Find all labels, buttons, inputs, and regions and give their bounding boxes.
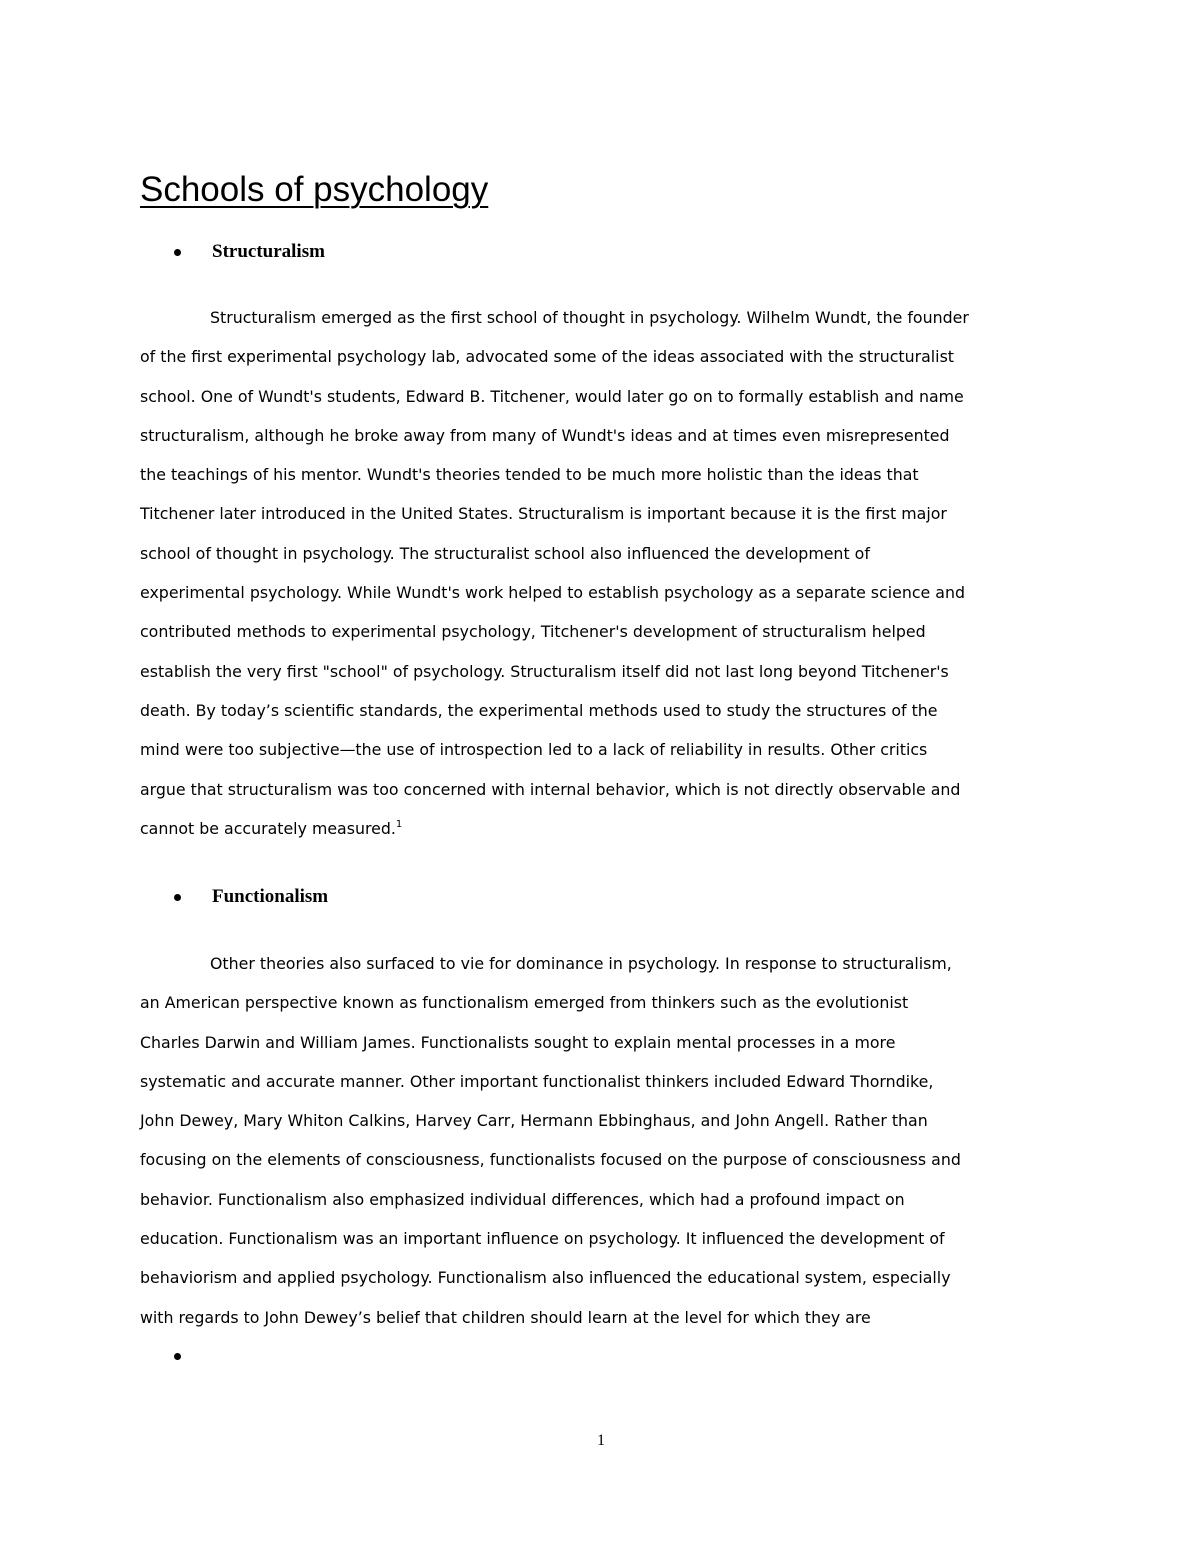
structuralism-paragraph	[140, 298, 1058, 848]
bullet-icon	[174, 894, 181, 901]
paragraph-line: Titchener later introduced in the United States. Structuralism is important because it is the first major	[140, 504, 947, 524]
paragraph-line: Structuralism emerged as the first school of thought in psychology. Wilhelm Wundt, the founder	[210, 308, 969, 327]
paragraph-line: an American perspective known as functionalism emerged from thinkers such as the evolutionist	[140, 993, 909, 1013]
paragraph-line: Other theories also surfaced to vie for dominance in psychology. In response to structuralism,	[210, 954, 952, 973]
paragraph-line: of the first experimental psychology lab, advocated some of the ideas associated with the structuralist	[140, 347, 954, 367]
paragraph-line: school. One of Wundt's students, Edward B. Titchener, would later go on to formally establish and name	[140, 386, 964, 406]
section-heading-text: Functionalism	[212, 886, 329, 907]
section-heading-functionalism	[174, 882, 328, 912]
paragraph-line: structuralism, although he broke away from many of Wundt's ideas and at times even misrepresented	[140, 425, 950, 445]
section-heading-text: Structuralism	[212, 241, 325, 262]
paragraph-line: establish the very first "school" of psychology. Structuralism itself did not last long beyond Titchener's	[140, 661, 949, 681]
paragraph-line: school of thought in psychology. The structuralist school also influenced the development of	[140, 543, 870, 563]
paragraph-line: with regards to John Dewey’s belief that children should learn at the level for which they are	[140, 1307, 871, 1327]
functionalism-paragraph	[140, 944, 1058, 1337]
paragraph-line-last	[140, 809, 1058, 848]
paragraph-line-text: cannot be accurately measured.	[140, 818, 396, 838]
section-heading-structuralism	[174, 237, 325, 267]
paragraph-line: death. By today’s scientific standards, the experimental methods used to study the structures of the	[140, 700, 938, 720]
bullet-icon	[174, 1353, 181, 1360]
page-number: 1	[597, 1432, 605, 1449]
footnote-reference[interactable]: 1	[395, 818, 403, 830]
bullet-icon	[174, 249, 181, 256]
paragraph-line: focusing on the elements of consciousness, functionalists focused on the purpose of consciousness and	[140, 1150, 961, 1170]
paragraph-line: systematic and accurate manner. Other important functionalist thinkers included Edward Thorndike,	[140, 1071, 934, 1091]
paragraph-line: behaviorism and applied psychology. Functionalism also influenced the educational system, especially	[140, 1268, 951, 1288]
paragraph-line: mind were too subjective—the use of introspection led to a lack of reliability in results. Other critics	[140, 740, 928, 760]
paragraph-line: experimental psychology. While Wundt's work helped to establish psychology as a separate science and	[140, 583, 965, 603]
document-title: Schools of psychology	[140, 170, 489, 209]
paragraph-line: behavior. Functionalism also emphasized individual differences, which had a profound impact on	[140, 1189, 905, 1209]
paragraph-line: education. Functionalism was an important influence on psychology. It influenced the development of	[140, 1229, 945, 1249]
paragraph-line: the teachings of his mentor. Wundt's theories tended to be much more holistic than the ideas that	[140, 465, 919, 485]
paragraph-line: contributed methods to experimental psychology, Titchener's development of structuralism helped	[140, 622, 926, 642]
paragraph-line: Charles Darwin and William James. Functionalists sought to explain mental processes in a more	[140, 1032, 896, 1052]
empty-bullet-item	[174, 1341, 181, 1371]
paragraph-line: argue that structuralism was too concerned with internal behavior, which is not directly observable and	[140, 779, 961, 799]
paragraph-line: John Dewey, Mary Whiton Calkins, Harvey Carr, Hermann Ebbinghaus, and John Angell. Rather than	[140, 1111, 928, 1131]
